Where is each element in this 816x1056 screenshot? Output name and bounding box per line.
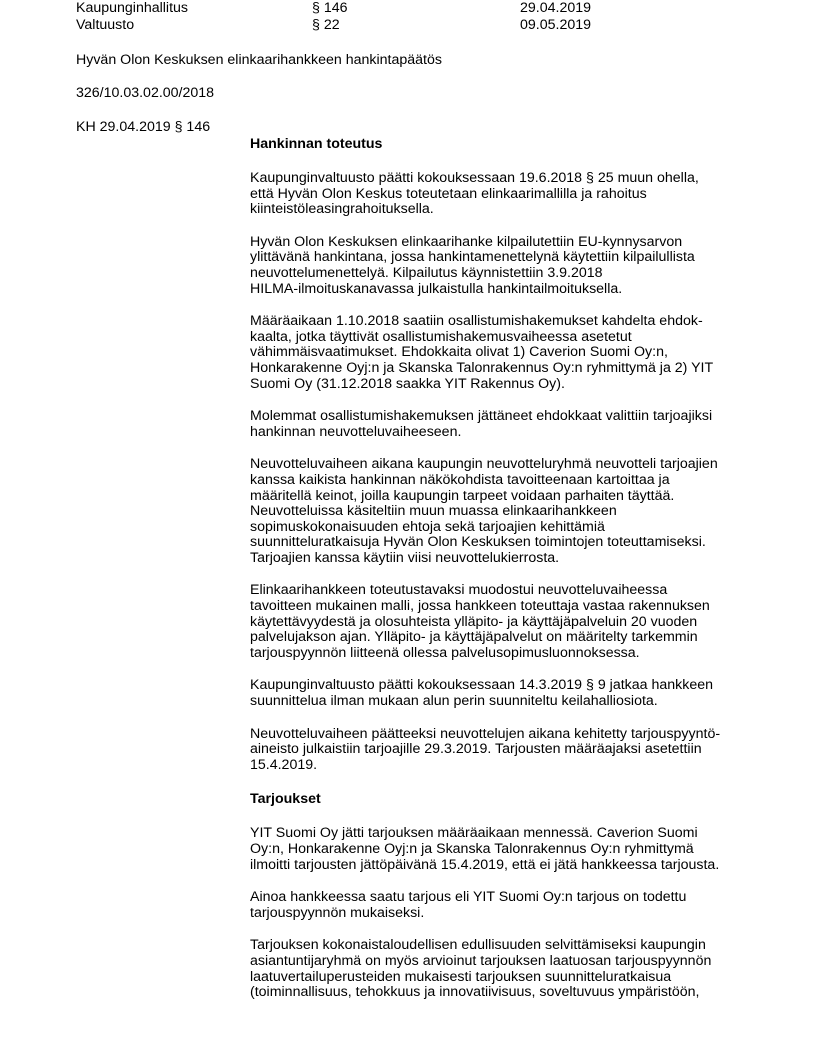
text-line: Kaupunginvaltuusto päätti kokouksessaan 19.6.2018 § 25 muun ohella,: [250, 170, 699, 186]
text-line: Tarjoajien kanssa käytiin viisi neuvottelukierrosta.: [250, 549, 560, 566]
text-line: laatuvertailuperusteiden mukaisesti tarjouksen suunnitteluratkaisua: [250, 968, 672, 985]
text-line: ilmoitti tarjousten jättöpäivänä 15.4.2019, että ei jätä hankkeessa tarjousta.: [250, 856, 720, 873]
paragraph: [250, 314, 750, 392]
text-line: vähimmäisvaatimukset. Ehdokkaita olivat 1) Caverion Suomi Oy:n,: [250, 344, 668, 361]
text-line: Oy:n, Honkarakenne Oyj:n ja Skanska Talonrakennus Oy:n ryhmittymä: [250, 841, 694, 857]
text-line: aineisto julkaistiin tarjoajille 29.3.2019. Tarjousten määräajaksi asetettiin: [250, 741, 702, 758]
meeting-date: 29.04.2019: [520, 0, 592, 16]
section-number: § 146: [312, 0, 348, 16]
record-number: 326/10.03.02.00/2018: [76, 85, 215, 101]
text-line: Neuvotteluissa käsiteltiin muun muassa elinkaarihankkeen: [250, 503, 617, 520]
text-line: 15.4.2019.: [250, 756, 318, 773]
text-line: Ainoa hankkeessa saatu tarjous eli YIT Suomi Oy:n tarjous on todettu: [250, 889, 687, 906]
paragraph: [250, 409, 750, 440]
meeting-date: 09.05.2019: [520, 17, 592, 33]
text-line: Suomi Oy (31.12.2018 saakka YIT Rakennus Oy).: [250, 375, 565, 392]
text-line: Honkarakenne Oyj:n ja Skanska Talonrakennus Oy:n ryhmittymä ja 2) YIT: [250, 359, 714, 376]
paragraph: [250, 727, 750, 774]
section-heading: Tarjoukset: [250, 791, 321, 808]
text-line: Neuvotteluvaiheen aikana kaupungin neuvotteluryhmä neuvotteli tarjoajien: [250, 456, 718, 473]
text-line: asiantuntijaryhmä on myös arvioinut tarjouksen laatuosan tarjouspyynnön: [250, 952, 712, 969]
text-line: määritellä keinot, joilla kaupungin tarpeet voidaan parhaiten täyttää.: [250, 487, 675, 504]
text-line: suunnittelua ilman mukaan alun perin suunniteltu keilahalliosiota.: [250, 693, 658, 710]
paragraph: [250, 678, 750, 709]
text-line: tarjouspyynnön mukaiseksi.: [250, 904, 425, 921]
section-content: [250, 171, 750, 773]
paragraph: [250, 235, 750, 297]
text-line: ylittävänä hankintana, jossa hankintamenettelynä käytettiin kilpailullista: [250, 249, 695, 266]
text-line: HILMA-ilmoituskanavassa julkaistulla hankintailmoituksella.: [250, 280, 623, 297]
text-line: suunnitteluratkaisuja Hyvän Olon Keskuksen toimintojen toteuttamiseksi.: [250, 534, 706, 551]
paragraph: [250, 171, 750, 218]
text-line: tavoitteen mukainen malli, jossa hankkeen toteuttaja vastaa rakennuksen: [250, 598, 710, 615]
paragraph: [250, 890, 750, 921]
text-line: neuvottelumenettelyä. Kilpailutus käynnistettiin 3.9.2018: [250, 264, 603, 281]
text-line: kanssa kaikista hankinnan näkökohdista tavoitteenaan kartoittaa ja: [250, 471, 670, 488]
text-line: sopimuskokonaisuuden ehtoja sekä tarjoajien kehittämiä: [250, 518, 605, 535]
meeting-reference: KH 29.04.2019 § 146: [76, 119, 211, 135]
section-heading: Hankinnan toteutus: [250, 136, 383, 152]
text-line: kiinteistöleasingrahoituksella.: [250, 201, 434, 218]
text-line: että Hyvän Olon Keskus toteutetaan elinkaarimallilla ja rahoitus: [250, 185, 647, 202]
paragraph: [250, 938, 750, 1000]
section-number: § 22: [312, 17, 340, 33]
text-line: Hyvän Olon Keskuksen elinkaarihanke kilpailutettiin EU-kynnysarvon: [250, 233, 683, 250]
paragraph: [250, 583, 750, 661]
paragraph: [250, 826, 750, 873]
text-line: Molemmat osallistumishakemuksen jättäneet ehdokkaat valittiin tarjoajiksi: [250, 408, 713, 425]
text-line: Tarjouksen kokonaistaloudellisen edullisuuden selvittämiseksi kaupungin: [250, 937, 706, 954]
paragraph: [250, 457, 750, 566]
text-line: käytettävyydestä ja olosuhteista ylläpito- ja käyttäjäpalveluin 20 vuoden: [250, 613, 698, 630]
text-line: (toiminnallisuus, tehokkuus ja innovatiivisuus, soveltuvuus ympäristöön,: [250, 984, 700, 1001]
text-line: hankinnan neuvotteluvaiheeseen.: [250, 423, 462, 440]
document-title: Hyvän Olon Keskuksen elinkaarihankkeen hankintapäätös: [76, 52, 442, 68]
decision-body: Valtuusto: [76, 17, 135, 33]
text-line: Neuvotteluvaiheen päätteeksi neuvottelujen aikana kehitetty tarjouspyyntö-: [250, 725, 721, 742]
section-content: [250, 826, 750, 1000]
text-line: Elinkaarihankkeen toteutustavaksi muodostui neuvotteluvaiheessa: [250, 582, 668, 599]
text-line: Määräaikaan 1.10.2018 saatiin osallistumishakemukset kahdelta ehdok-: [250, 313, 703, 330]
text-line: Kaupunginvaltuusto päätti kokouksessaan 14.3.2019 § 9 jatkaa hankkeen: [250, 677, 714, 694]
decision-body-text: [250, 136, 750, 1018]
text-line: YIT Suomi Oy jätti tarjouksen määräaikaan mennessä. Caverion Suomi: [250, 825, 698, 842]
text-line: tarjouspyynnön liitteenä ollessa palvelusopimusluonnoksessa.: [250, 644, 640, 661]
text-line: palvelujakson ajan. Ylläpito- ja käyttäjäpalvelut on määritelty tarkemmin: [250, 629, 698, 646]
text-line: kaalta, jotka täyttivät osallistumishakemusvaiheessa asetetut: [250, 328, 632, 345]
decision-body: Kaupunginhallitus: [76, 0, 189, 16]
